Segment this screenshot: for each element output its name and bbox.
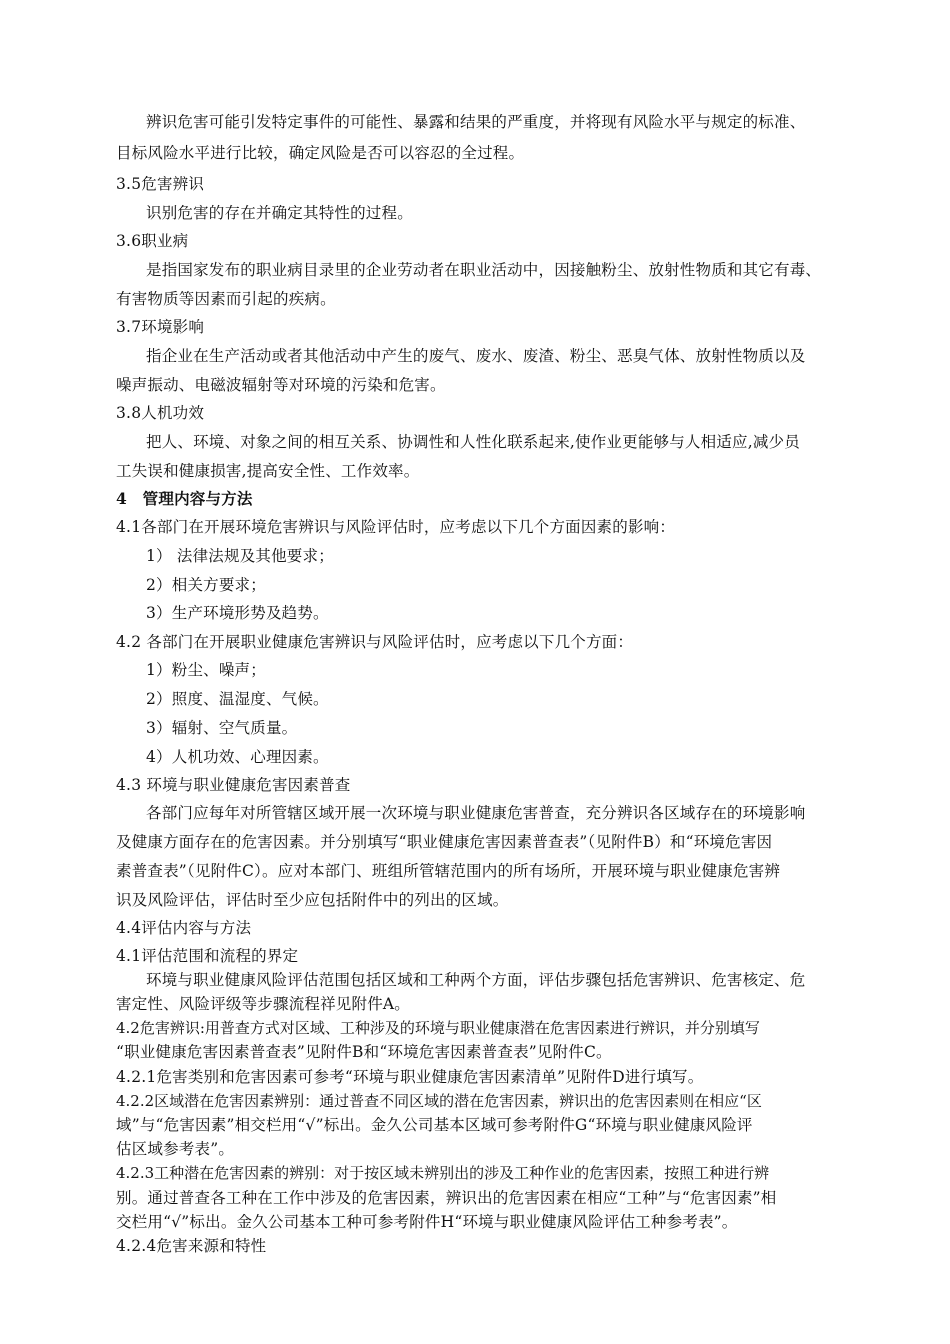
paragraph-line: 4.2.2区域潜在危害因素辨别：通过普查不同区域的潜在危害因素，辨识出的危害因素则在相应“区: [116, 1092, 762, 1110]
list-item: 2）相关方要求；: [146, 576, 266, 594]
paragraph-line: 域”与“危害因素”相交栏用“√”标出。金久公司基本区域可参考附件G“环境与职业健康风险评: [116, 1116, 753, 1134]
section-heading: 4.2 各部门在开展职业健康危害辨识与风险评估时，应考虑以下几个方面：: [116, 633, 634, 651]
section-heading: 3.8人机功效: [116, 404, 205, 422]
paragraph-line: 交栏用“√”标出。金久公司基本工种可参考附件H“环境与职业健康风险评估工种参考表”。: [116, 1213, 738, 1231]
list-item: 1）粉尘、噪声；: [146, 661, 266, 679]
section-heading: 3.6职业病: [116, 232, 189, 250]
section-heading: 4.1各部门在开展环境危害辨识与风险评估时，应考虑以下几个方面因素的影响：: [116, 518, 676, 536]
chapter-heading: 4 管理内容与方法: [116, 489, 253, 508]
paragraph-line: 目标风险水平进行比较，确定风险是否可以容忍的全过程。: [116, 144, 525, 162]
paragraph-line: 害定性、风险评级等步骤流程祥见附件A。: [116, 995, 410, 1013]
paragraph-line: 指企业在生产活动或者其他活动中产生的废气、废水、废渣、粉尘、恶臭气体、放射性物质以及: [146, 347, 806, 365]
paragraph-line: 识别危害的存在并确定其特性的过程。: [146, 204, 413, 222]
section-heading: 4.4评估内容与方法: [116, 919, 252, 937]
list-item: 2）照度、温湿度、气候。: [146, 690, 329, 708]
paragraph-line: “职业健康危害因素普查表”见附件B和“环境危害因素普查表”见附件C。: [116, 1043, 612, 1061]
paragraph-line: 4.2危害辨识:用普查方式对区域、工种涉及的环境与职业健康潜在危害因素进行辨识，并分别填写: [116, 1019, 760, 1037]
list-item: 3）辐射、空气质量。: [146, 719, 298, 737]
paragraph-line: 4.2.1危害类别和危害因素可参考“环境与职业健康危害因素清单”见附件D进行填写。: [116, 1068, 704, 1086]
paragraph-line: 及健康方面存在的危害因素。并分别填写“职业健康危害因素普查表”（见附件B）和“环境危害因: [116, 833, 773, 851]
section-heading: 4.3 环境与职业健康危害因素普查: [116, 776, 351, 794]
paragraph-line: 辨识危害可能引发特定事件的可能性、暴露和结果的严重度，并将现有风险水平与规定的标准、: [146, 113, 806, 131]
section-heading: 4.2.4危害来源和特性: [116, 1237, 267, 1255]
paragraph-line: 工失误和健康损害,提高安全性、工作效率。: [116, 462, 420, 480]
section-heading: 3.5危害辨识: [116, 175, 205, 193]
list-item: 4）人机功效、心理因素。: [146, 748, 329, 766]
paragraph-line: 4.2.3工种潜在危害因素的辨别：对于按区域未辨别出的涉及工种作业的危害因素，按照工种进行辨: [116, 1164, 770, 1182]
paragraph-line: 识及风险评估，评估时至少应包括附件中的列出的区域。: [116, 891, 509, 909]
paragraph-line: 别。通过普查各工种在工作中涉及的危害因素，辨识出的危害因素在相应“工种”与“危害因素”相: [116, 1189, 777, 1207]
list-item: 3）生产环境形势及趋势。: [146, 604, 329, 622]
paragraph-line: 噪声振动、电磁波辐射等对环境的污染和危害。: [116, 376, 446, 394]
section-heading: 4.1评估范围和流程的界定: [116, 947, 299, 965]
paragraph-line: 环境与职业健康风险评估范围包括区域和工种两个方面，评估步骤包括危害辨识、危害核定、危: [146, 971, 806, 989]
list-item: 1） 法律法规及其他要求；: [146, 547, 334, 565]
paragraph-line: 把人、环境、对象之间的相互关系、协调性和人性化联系起来,使作业更能够与人相适应,减少员: [146, 433, 800, 451]
paragraph-line: 估区域参考表”。: [116, 1140, 235, 1158]
paragraph-line: 各部门应每年对所管辖区域开展一次环境与职业健康危害普查，充分辨识各区域存在的环境影响: [146, 804, 806, 822]
paragraph-line: 素普查表”（见附件C）。应对本部门、班组所管辖范围内的所有场所，开展环境与职业健康危害辨: [116, 862, 781, 880]
paragraph-line: 有害物质等因素而引起的疾病。: [116, 290, 336, 308]
section-heading: 3.7环境影响: [116, 318, 205, 336]
paragraph-line: 是指国家发布的职业病目录里的企业劳动者在职业活动中，因接触粉尘、放射性物质和其它有毒、: [146, 261, 822, 279]
